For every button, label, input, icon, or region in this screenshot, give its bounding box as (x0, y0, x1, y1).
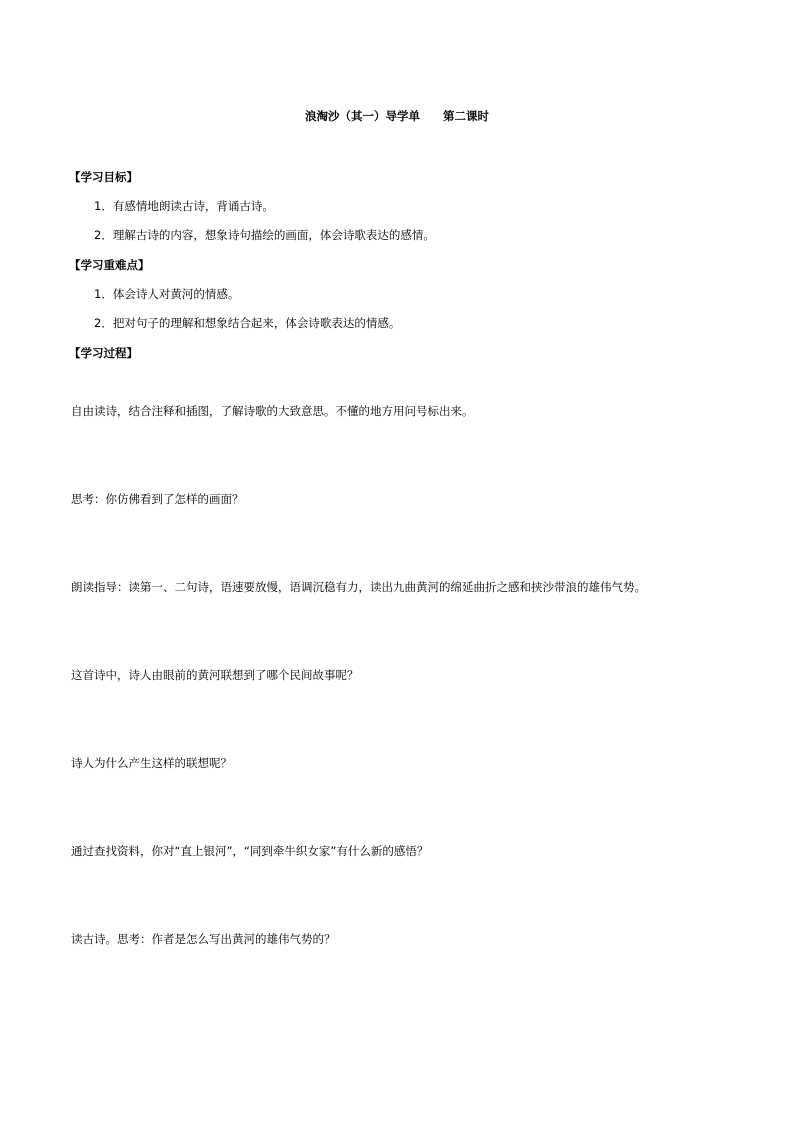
process-paragraph-4: 这首诗中，诗人由眼前的黄河联想到了哪个民间故事呢？ (71, 668, 359, 682)
key-points-heading: 【学习重难点】 (69, 258, 150, 272)
process-paragraph-7: 读古诗。思考：作者是怎么写出黄河的雄伟气势的？ (71, 932, 336, 946)
key-point-item-2: 2．把对句子的理解和想象结合起来，体会诗歌表达的情感。 (94, 316, 401, 330)
goal-item-2: 2．理解古诗的内容，想象诗句描绘的画面，体会诗歌表达的感情。 (94, 228, 435, 242)
goals-heading: 【学习目标】 (69, 170, 138, 184)
process-paragraph-2: 思考：你仿佛看到了怎样的画面？ (71, 492, 244, 506)
process-paragraph-5: 诗人为什么产生这样的联想呢？ (71, 756, 232, 770)
document-title: 浪淘沙（其一）导学单 第二课时 (305, 109, 489, 123)
goal-item-1: 1．有感情地朗读古诗，背诵古诗。 (94, 199, 274, 213)
process-paragraph-1: 自由读诗，结合注释和插图，了解诗歌的大致意思。不懂的地方用问号标出来。 (71, 404, 474, 418)
process-heading: 【学习过程】 (69, 346, 138, 360)
key-point-item-1: 1．体会诗人对黄河的情感。 (94, 287, 240, 301)
process-paragraph-3: 朗读指导：读第一、二句诗，语速要放慢，语调沉稳有力，读出九曲黄河的绵延曲折之感和挟沙带浪的雄伟气势。 (71, 580, 646, 594)
process-paragraph-6: 通过查找资料，你对“直上银河”，“同到牵牛织女家”有什么新的感悟？ (71, 844, 429, 858)
